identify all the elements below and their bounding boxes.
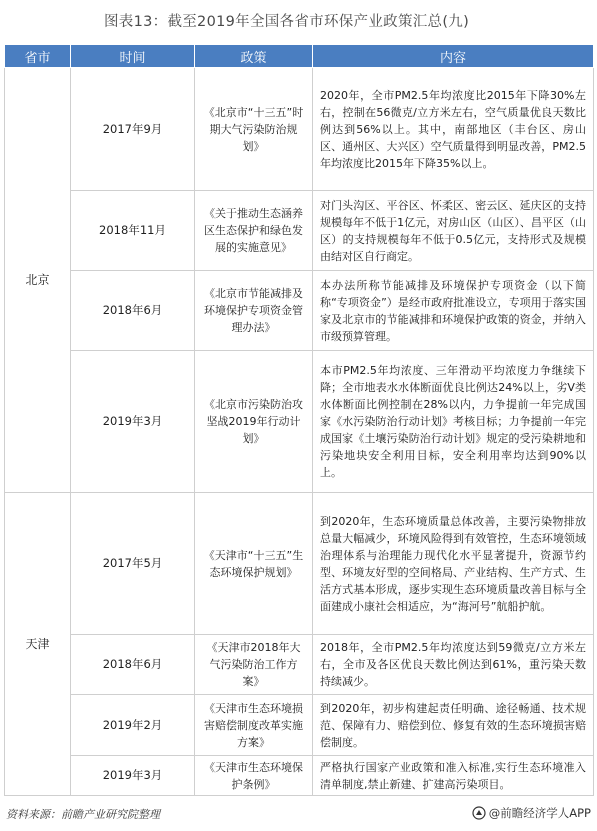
policy-cell: 《北京市“十三五”时期大气污染防治规划》 xyxy=(195,68,313,191)
table-row xyxy=(5,756,594,796)
policy-cell: 《北京市节能减排及环境保护专项资金管理办法》 xyxy=(195,271,313,351)
time-cell: 2018年6月 xyxy=(71,271,195,351)
time-cell: 2018年11月 xyxy=(71,191,195,271)
time-cell: 2019年2月 xyxy=(71,695,195,756)
content-cell: 到2020年，初步构建起责任明确、途径畅通、技术规范、保障有力、赔偿到位、修复有效的生态环境损害赔偿制度。 xyxy=(313,695,594,756)
time-cell: 2019年3月 xyxy=(71,351,195,493)
content-cell: 2020年，全市PM2.5年均浓度比2015年下降30%左右，控制在56微克/立方米左右，空气质量优良天数比例达到56%以上。其中，南部地区（丰台区、房山区、通州区、大兴区）空气质量得到明显改善，PM2.5年均浓度比2015年下降35%以上。 xyxy=(313,68,594,191)
table-header-row xyxy=(5,45,594,68)
footer xyxy=(6,803,591,825)
content-cell: 严格执行国家产业政策和准入标准,实行生态环境准入清单制度,禁止新建、扩建高污染项目。 xyxy=(313,756,594,796)
header-content: 内容 xyxy=(313,45,594,68)
chart-title: 图表13：截至2019年全国各省市环保产业政策汇总(九) xyxy=(104,14,470,30)
time-cell: 2017年9月 xyxy=(71,68,195,191)
header-policy: 政策 xyxy=(195,45,313,68)
content-cell: 2018年，全市PM2.5年均浓度达到59微克/立方米左右，全市及各区优良天数比例达到61%，重污染天数持续减少。 xyxy=(313,635,594,695)
content-cell: 对门头沟区、平谷区、怀柔区、密云区、延庆区的支持规模每年不低于1亿元，对房山区（山区）、昌平区（山区）的支持规模每年不低于0.5亿元，支持形式及规模由结对区自行商定。 xyxy=(313,191,594,271)
table-row xyxy=(5,493,594,635)
content-cell: 到2020年，生态环境质量总体改善，主要污染物排放总量大幅减少，环境风险得到有效管控，生态环境领域治理体系与治理能力现代化水平显著提升，资源节约型、环境友好型的空间格局、产业结构、生产方式、生活方式基本形成，逐步实现生态环境质量改善目标与全面建成小康社会相适应，为“海河号”航船护航。 xyxy=(313,493,594,635)
content-cell: 本市PM2.5年均浓度、三年滑动平均浓度力争继续下降；全市地表水水体断面优良比例达24%以上，劣Ⅴ类水体断面比例控制在28%以内，力争提前一年完成国家《水污染防治行动计划》考核目标；力争提前一年完成国家《土壤污染防治行动计划》规定的受污染耕地和污染地块安全利用目标，安全利用率均达到90%以上。 xyxy=(313,351,594,493)
policy-cell: 《北京市污染防治攻坚战2019年行动计划》 xyxy=(195,351,313,493)
time-cell: 2017年5月 xyxy=(71,493,195,635)
table-row xyxy=(5,271,594,351)
table-row xyxy=(5,351,594,493)
policy-cell: 《天津市生态环境损害赔偿制度改革实施方案》 xyxy=(195,695,313,756)
time-cell: 2018年6月 xyxy=(71,635,195,695)
policy-table xyxy=(4,44,594,796)
policy-cell: 《天津市“十三五”生态环境保护规划》 xyxy=(195,493,313,635)
table-row xyxy=(5,191,594,271)
brand-text: @前瞻经济学人APP xyxy=(488,806,591,820)
policy-cell: 《天津市生态环境保护条例》 xyxy=(195,756,313,796)
table-row xyxy=(5,695,594,756)
province-cell-beijing: 北京 xyxy=(5,68,71,493)
time-cell: 2019年3月 xyxy=(71,756,195,796)
header-province: 省市 xyxy=(5,45,71,68)
policy-cell: 《天津市2018年大气污染防治工作方案》 xyxy=(195,635,313,695)
table-row xyxy=(5,635,594,695)
source-note: 资料来源：前瞻产业研究院整理 xyxy=(6,808,160,821)
province-cell-tianjin: 天津 xyxy=(5,493,71,796)
brand-credit xyxy=(472,805,591,821)
content-cell: 本办法所称节能减排及环境保护专项资金（以下简称“专项资金”）是经市政府批准设立，专项用于落实国家及北京市的节能减排和环境保护政策的资金，并纳入市级预算管理。 xyxy=(313,271,594,351)
brand-logo-icon xyxy=(472,806,486,820)
table-row xyxy=(5,68,594,191)
policy-cell: 《关于推动生态涵养区生态保护和绿色发展的实施意见》 xyxy=(195,191,313,271)
header-time: 时间 xyxy=(71,45,195,68)
